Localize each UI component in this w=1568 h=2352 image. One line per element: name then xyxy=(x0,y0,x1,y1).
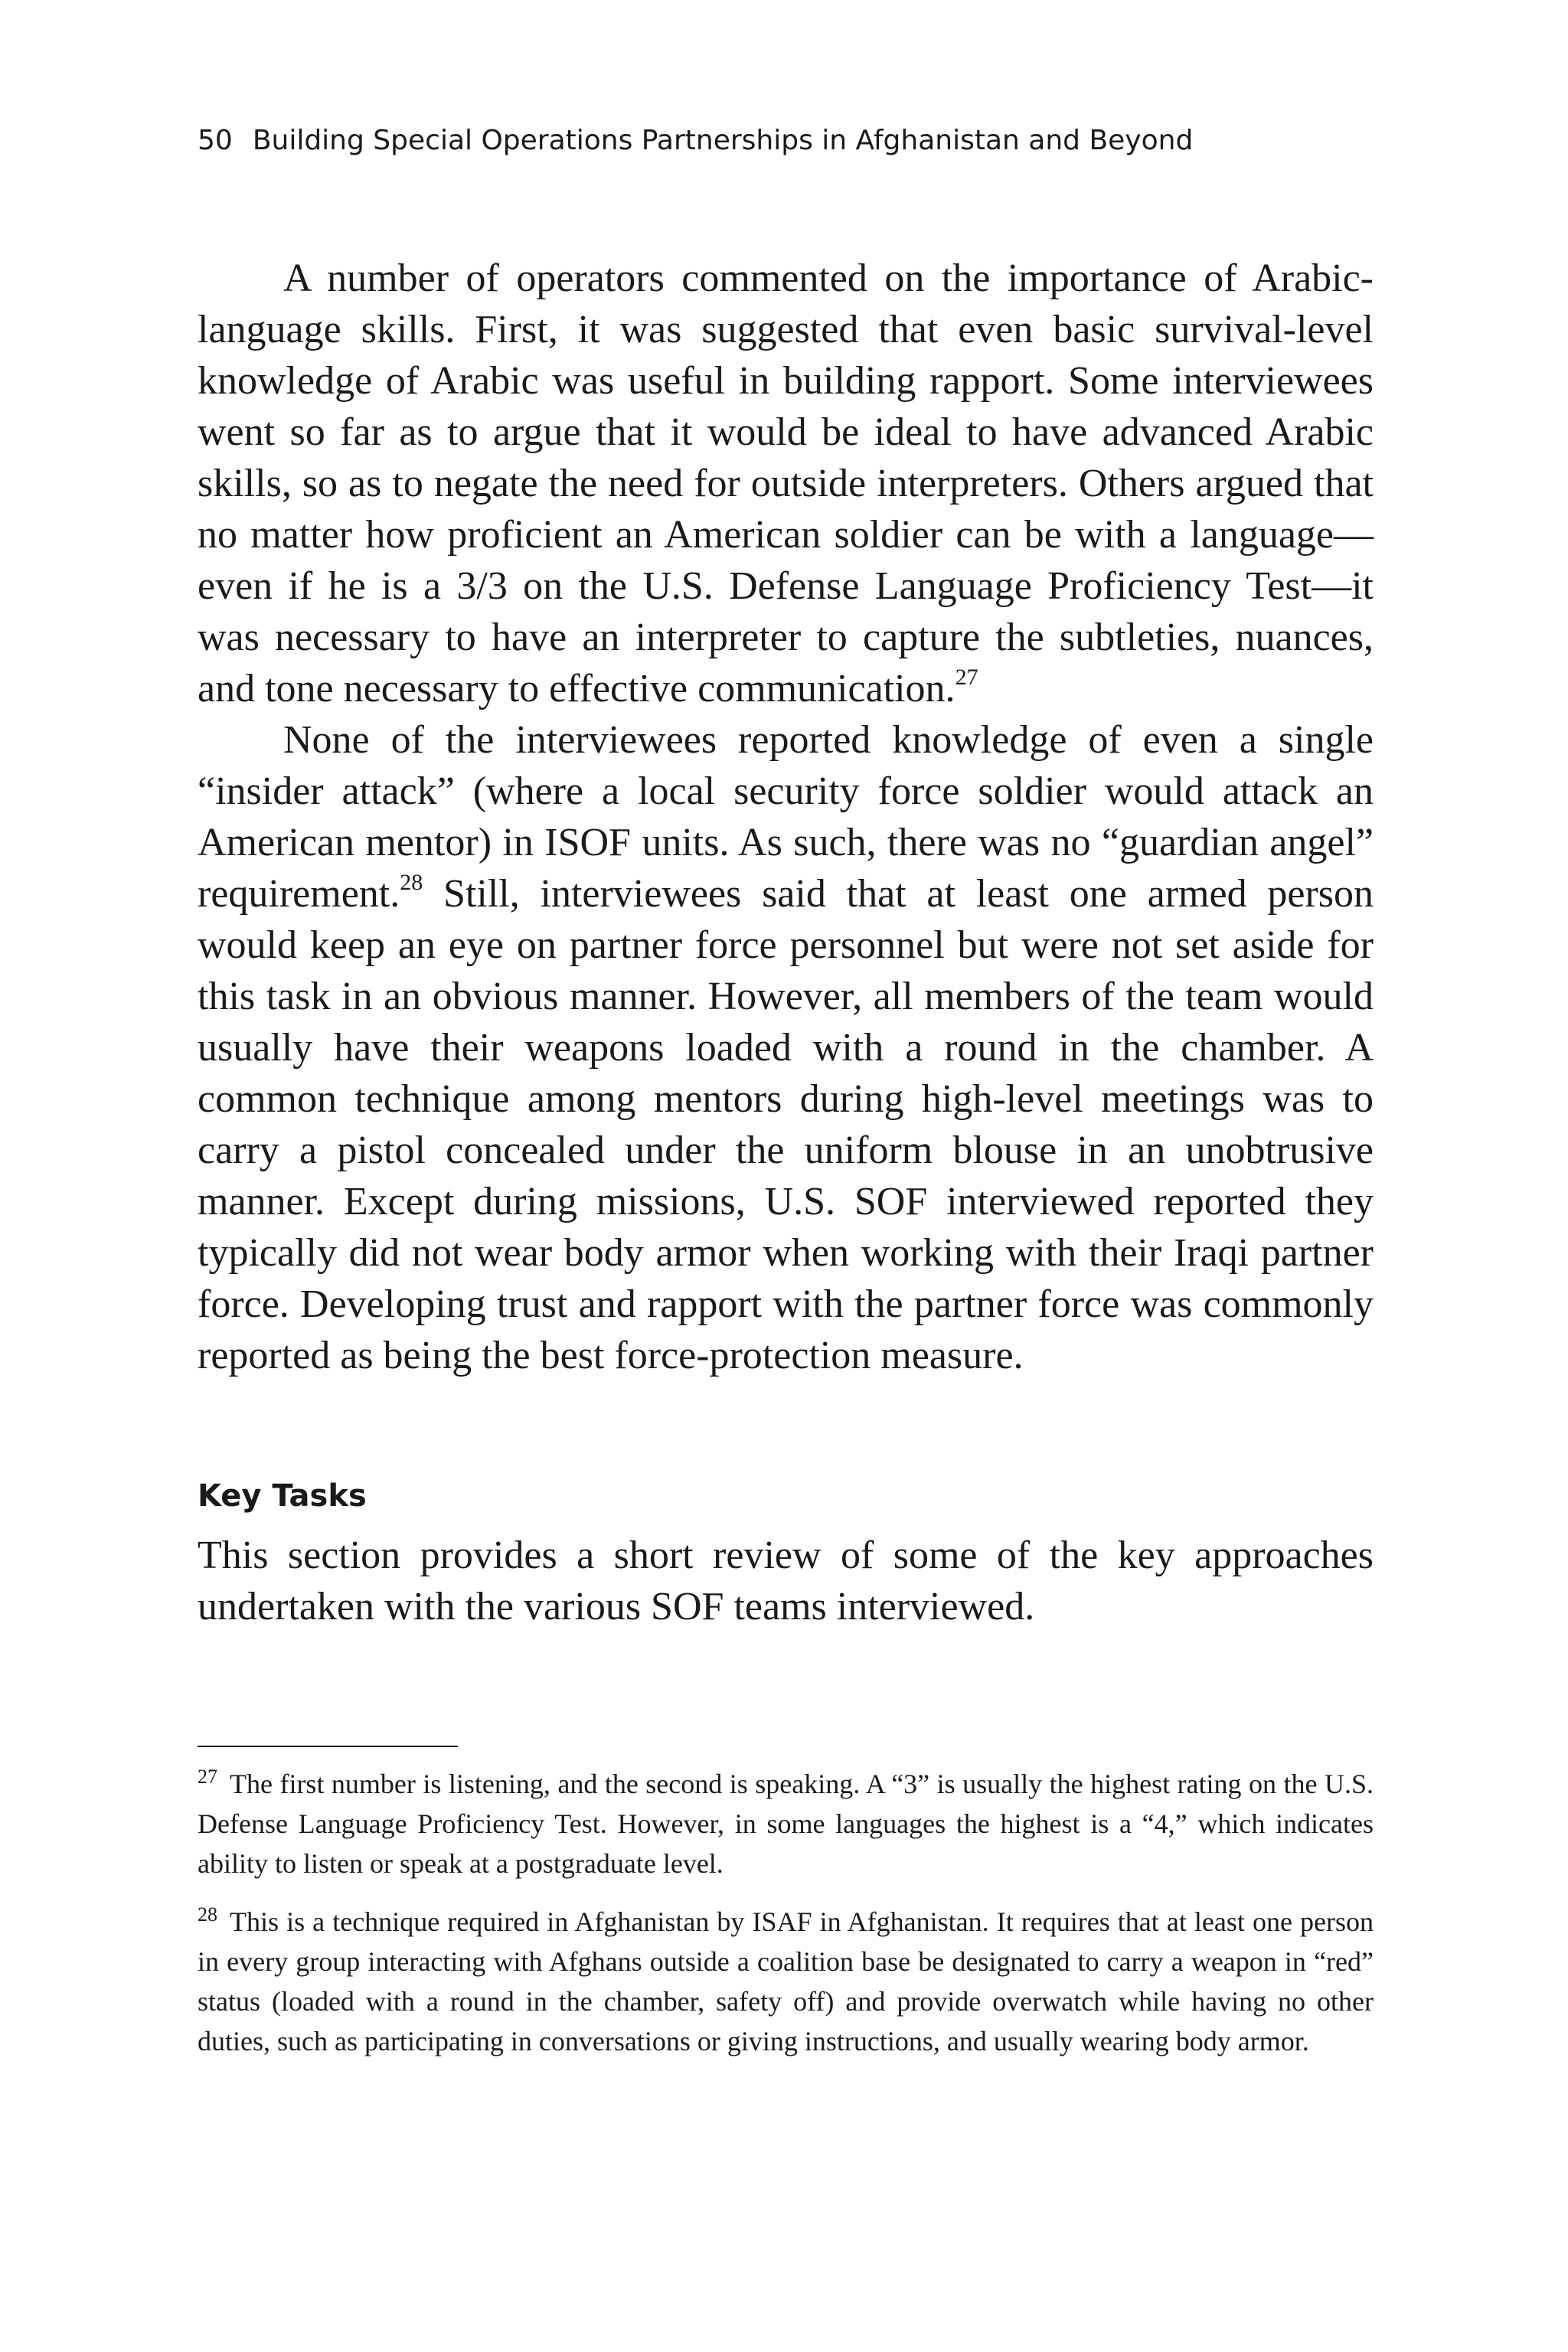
running-header xyxy=(198,122,1193,159)
section-text xyxy=(198,1530,1374,1632)
paragraph-text: Still, interviewees said that at least one armed person would keep an eye on partner force personnel but were not set aside for this task in an obvious manner. However, all members of the team would usually have their weapons loaded with a round in the chamber. A common technique among mentors during high-level meetings was to carry a pistol concealed under the uniform blouse in an unobtrusive manner. Except during missions, U.S. SOF interviewed reported they typically did not wear body armor when working with their Iraqi partner force. Developing trust and rapport with the partner force was commonly reported as being the best force-protection measure. xyxy=(198,872,1374,1377)
footnote xyxy=(198,1764,1374,1883)
footnote xyxy=(198,1902,1374,2061)
footnote-text: This is a technique required in Afghanistan by ISAF in Afghanistan. It requires that at least one person in every group interacting with Afghans outside a coalition base be designated to carry a weapon in “red” status (loaded with a round in the chamber, safety off) and provide overwatch while having no other duties, such as participating in conversations or giving instructions, and usually wearing body armor. xyxy=(198,1906,1374,2056)
main-text xyxy=(198,253,1374,1381)
footnote-text: The first number is listening, and the second is speaking. A “3” is usually the highest rating on the U.S. Defense Language Proficiency Test. However, in some languages the highest is a “4,” which indicates ability to listen or speak at a postgraduate level. xyxy=(198,1769,1374,1879)
body-paragraph xyxy=(198,253,1374,714)
running-title: Building Special Operations Partnerships in Afghanistan and Beyond xyxy=(252,125,1194,156)
paragraph-text: None of the interviewees reported knowledge of even a single “insider attack” (where a local security force soldier would attack an American mentor) in ISOF units. As such, there was no “guardian angel” requirement. xyxy=(198,718,1374,916)
body-paragraph xyxy=(198,714,1374,1381)
footnotes xyxy=(198,1764,1374,2079)
footnote-number: 27 xyxy=(198,1766,217,1788)
footnote-reference-27[interactable]: 27 xyxy=(955,664,978,690)
footnote-reference-28[interactable]: 28 xyxy=(400,869,423,895)
body-paragraph: This section provides a short review of some of the key approaches undertaken with the various SOF teams interviewed. xyxy=(198,1534,1374,1628)
footnote-divider xyxy=(198,1746,458,1747)
paragraph-text: A number of operators commented on the importance of Arabic-language skills. First, it was suggested that even basic survival-level knowledge of Arabic was useful in building rapport. Some interviewees went so far as to argue that it would be ideal to have advanced Arabic skills, so as to negate the need for outside interpreters. Others argued that no matter how proficient an American soldier can be with a language—even if he is a 3/3 on the U.S. Defense Language Proficiency Test—it was necessary to have an interpreter to capture the subtleties, nuances, and tone necessary to effective communication. xyxy=(198,256,1374,710)
footnote-number: 28 xyxy=(198,1903,217,1926)
section-heading: Key Tasks xyxy=(198,1478,367,1514)
page-number: 50 xyxy=(198,125,233,156)
